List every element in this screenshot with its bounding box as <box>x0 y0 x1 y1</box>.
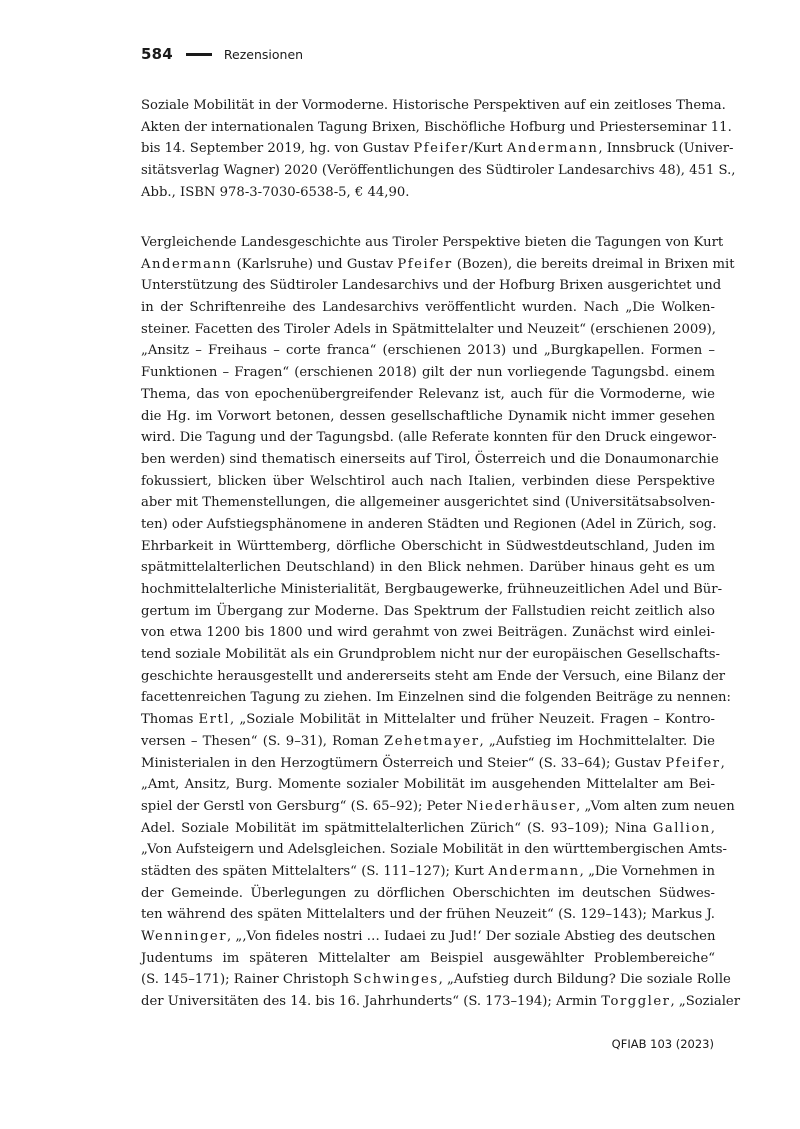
review-body <box>141 232 741 1013</box>
text-line: Thema, das von epochenübergreifender Relevanz ist, auch für die Vormoderne, wie <box>141 386 715 402</box>
book-citation <box>141 95 736 203</box>
text-line: die Hg. im Vorwort betonen, dessen gesellschaftliche Dynamik nicht immer gesehen <box>141 408 715 424</box>
text-line: ten) oder Aufstiegsphänomene in anderen Städten und Regionen (Adel in Zürich, sog. <box>141 516 717 532</box>
text-line: Funktionen – Fragen“ (erschienen 2018) gilt der nun vorliegende Tagungsbd. einem <box>141 365 715 381</box>
text-line: „Von Aufsteigern und Adelsgleichen. Soziale Mobilität in den württembergischen Amts- <box>141 842 728 858</box>
text-line: Vergleichende Landesgeschichte aus Tiroler Perspektive bieten die Tagungen von Kurt <box>141 235 724 250</box>
text-line: der Universitäten des 14. bis 16. Jahrhunderts“ (S. 173–194); Armin Torggler, „Sozialer <box>141 994 741 1010</box>
text-line: wird. Die Tagung und der Tagungsbd. (alle Referate konnten für den Druck eingewor- <box>141 430 717 446</box>
text-line: tend soziale Mobilität als ein Grundproblem nicht nur der europäischen Gesellschafts- <box>141 647 720 663</box>
text-line: Judentums im späteren Mittelalter am Beispiel ausgewählter Problembereiche“ <box>141 950 715 966</box>
text-line: aber mit Themenstellungen, die allgemeiner ausgerichtet sind (Universitätsabsolven- <box>141 495 715 511</box>
text-line: in der Schriftenreihe des Landesarchivs veröffentlicht wurden. Nach „Die Wolken- <box>141 300 715 316</box>
text-line: (S. 145–171); Rainer Christoph Schwinges, „Aufstieg durch Bildung? Die soziale Rolle <box>141 972 731 988</box>
text-line: Unterstützung des Südtiroler Landesarchivs und der Hofburg Brixen ausgerichtet und <box>141 278 722 294</box>
text-line: ben werden) sind thematisch einerseits auf Tirol, Österreich und die Donaumonarchie <box>141 451 719 467</box>
text-line: Wenninger, „‚Von fideles nostri … Iudaei zu Jud!‘ Der soziale Abstieg des deutschen <box>141 929 716 944</box>
text-line: von etwa 1200 bis 1800 und wird gerahmt von zwei Beiträgen. Zunächst wird einlei- <box>141 625 715 641</box>
text-line: bis 14. September 2019, hg. von Gustav Pfeifer/Kurt Andermann, Innsbruck (Univer- <box>141 141 734 157</box>
text-line: geschichte herausgestellt und andererseits steht am Ende der Versuch, eine Bilanz der <box>141 668 726 684</box>
text-line: ten während des späten Mittelalters und der frühen Neuzeit“ (S. 129–143); Markus J. <box>141 907 715 923</box>
text-line: Akten der internationalen Tagung Brixen, Bischöfliche Hofburg und Priesterseminar 11. <box>141 119 732 135</box>
running-head <box>141 44 303 64</box>
text-line: Abb., ISBN 978-3-7030-6538-5, € 44,90. <box>141 184 410 200</box>
text-line: steiner. Facetten des Tiroler Adels in Spätmittelalter und Neuzeit“ (erschienen 2009), <box>141 321 716 337</box>
text-line: Ehrbarkeit in Württemberg, dörfliche Oberschicht in Südwestdeutschland, Juden im <box>141 538 715 554</box>
text-line: facettenreichen Tagung zu ziehen. Im Einzelnen sind die folgenden Beiträge zu nennen: <box>141 690 731 706</box>
text-line: sitätsverlag Wagner) 2020 (Veröffentlichungen des Südtiroler Landesarchivs 48), 451 S., <box>141 163 736 179</box>
header-rule <box>186 53 212 56</box>
text-line: fokussiert, blicken über Welschtirol auch nach Italien, verbinden diese Perspektive <box>141 473 715 489</box>
text-line: Andermann (Karlsruhe) und Gustav Pfeifer (Bozen), die bereits dreimal in Brixen mit <box>141 256 735 272</box>
text-line: „Amt, Ansitz, Burg. Momente sozialer Mobilität im ausgehenden Mittelalter am Bei- <box>141 777 715 793</box>
journal-footer: QFIAB 103 (2023) <box>611 1037 714 1051</box>
text-line: spiel der Gerstl von Gersburg“ (S. 65–92); Peter Niederhäuser, „Vom alten zum neuen <box>141 798 735 814</box>
text-line: Ministerialen in den Herzogtümern Österreich und Steier“ (S. 33–64); Gustav Pfeifer, <box>141 755 725 771</box>
text-line: „Ansitz – Freihaus – corte franca“ (erschienen 2013) und „Burgkapellen. Formen – <box>141 343 715 359</box>
text-line: versen – Thesen“ (S. 9–31), Roman Zehetmayer, „Aufstieg im Hochmittelalter. Die <box>141 733 715 749</box>
text-line: gertum im Übergang zur Moderne. Das Spektrum der Fallstudien reicht zeitlich also <box>141 603 715 619</box>
section-title: Rezensionen <box>223 46 304 62</box>
text-line: Soziale Mobilität in der Vormoderne. Historische Perspektiven auf ein zeitloses Thema. <box>141 98 726 113</box>
text-line: hochmittelalterliche Ministerialität, Bergbaugewerke, frühneuzeitlichen Adel und Bür- <box>141 582 723 597</box>
text-line: Adel. Soziale Mobilität im spätmittelalterlichen Zürich“ (S. 93–109); Nina Gallion, <box>141 820 715 836</box>
text-line: der Gemeinde. Überlegungen zu dörflichen Oberschichten im deutschen Südwes- <box>141 885 715 901</box>
page-number: 584 <box>141 45 173 63</box>
text-line: Thomas Ertl, „Soziale Mobilität in Mittelalter und früher Neuzeit. Fragen – Kontro- <box>141 712 715 728</box>
text-line: spätmittelalterlichen Deutschland) in den Blick nehmen. Darüber hinaus geht es um <box>141 560 715 576</box>
text-line: städten des späten Mittelalters“ (S. 111–127); Kurt Andermann, „Die Vornehmen in <box>141 863 715 879</box>
